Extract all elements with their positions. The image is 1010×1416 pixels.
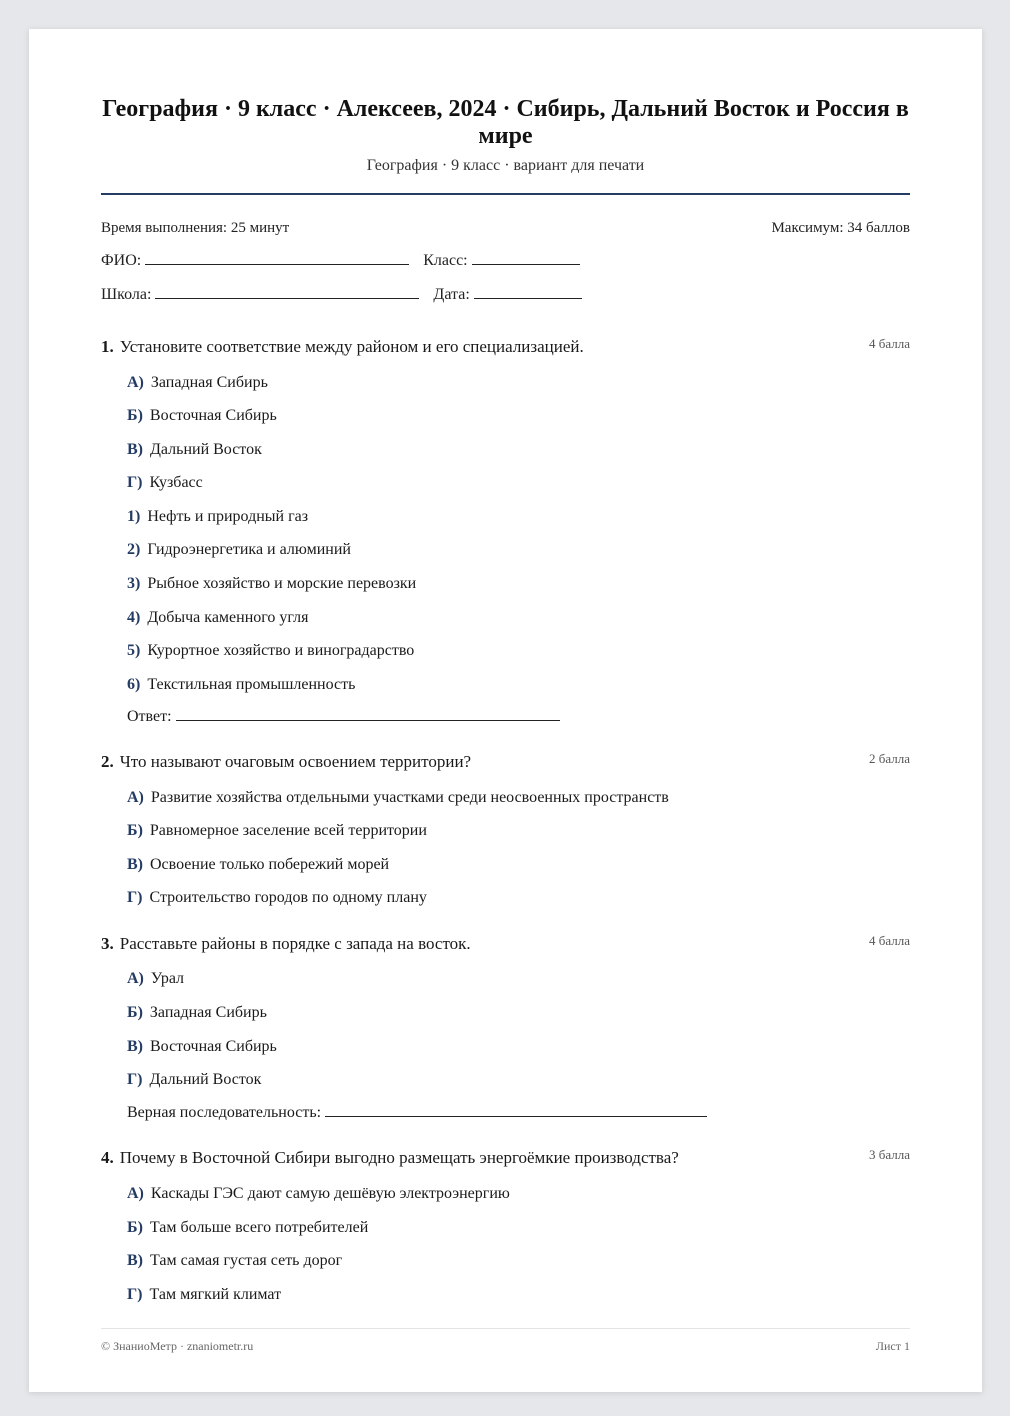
option-text: Там самая густая сеть дорог <box>150 1252 343 1269</box>
option-text: Западная Сибирь <box>149 1004 267 1021</box>
question-number: 2. <box>101 752 114 771</box>
question-text: Что называют очаговым освоением территории? <box>119 752 472 771</box>
option-text: Рыбное хозяйство и морские перевозки <box>147 575 417 592</box>
option-b[interactable] <box>127 406 277 426</box>
question-header <box>101 1147 910 1169</box>
option-key: Б) <box>127 1219 143 1236</box>
option-b[interactable] <box>127 1218 368 1238</box>
option-text: Развитие хозяйства отдельными участками среди неосвоенных пространств <box>150 789 669 806</box>
fio-label: ФИО: <box>101 252 142 269</box>
school-date-row <box>101 286 582 304</box>
meta-row <box>101 220 910 237</box>
question-points: 4 балла <box>869 933 910 948</box>
option-a[interactable] <box>127 1184 510 1204</box>
option-key: В) <box>127 441 143 458</box>
option-text: Гидроэнергетика и алюминий <box>147 541 351 558</box>
time-limit: Время выполнения: 25 минут <box>101 220 290 236</box>
option-key: Г) <box>127 1071 143 1088</box>
option-key: В) <box>127 1252 143 1269</box>
sheet-number: Лист 1 <box>875 1339 910 1353</box>
option-text: Курортное хозяйство и виноградарство <box>147 642 415 659</box>
option-key: 3) <box>127 575 141 592</box>
option-text: Западная Сибирь <box>150 374 268 391</box>
option-key: Б) <box>127 822 143 839</box>
option-text: Восточная Сибирь <box>149 407 277 424</box>
option-key: А) <box>127 970 144 987</box>
option-b[interactable] <box>127 1003 267 1023</box>
footer-copyright: © ЗнаниоМетр · znaniometr.ru <box>101 1339 254 1353</box>
question-header <box>101 336 910 358</box>
option-key: В) <box>127 856 143 873</box>
school-field[interactable] <box>155 286 419 299</box>
option-6[interactable] <box>127 675 355 695</box>
question-number: 4. <box>101 1148 114 1167</box>
question-3 <box>101 933 910 1121</box>
option-text: Там больше всего потребителей <box>149 1219 369 1236</box>
option-text: Нефть и природный газ <box>147 508 309 525</box>
question-header <box>101 751 910 773</box>
option-key: А) <box>127 374 144 391</box>
page-subtitle: География · 9 класс · вариант для печати <box>366 157 645 174</box>
question-text: Почему в Восточной Сибири выгодно размещать энергоёмкие производства? <box>119 1148 679 1167</box>
option-key: В) <box>127 1038 143 1055</box>
option-text: Дальний Восток <box>150 441 262 458</box>
option-v[interactable] <box>127 1037 277 1057</box>
option-text: Освоение только побережий морей <box>150 856 390 873</box>
option-key: Б) <box>127 1004 143 1021</box>
option-key: Г) <box>127 1286 143 1303</box>
question-number: 1. <box>101 337 114 356</box>
answer-field[interactable] <box>325 1104 707 1117</box>
question-number: 3. <box>101 934 114 953</box>
option-key: Г) <box>127 889 143 906</box>
option-key: Б) <box>127 407 143 424</box>
option-key: 6) <box>127 676 141 693</box>
page-footer <box>101 1339 910 1354</box>
answer-field[interactable] <box>176 708 560 721</box>
answer-row <box>127 708 560 726</box>
option-a[interactable] <box>127 788 669 808</box>
option-key: Г) <box>127 474 143 491</box>
question-points: 2 балла <box>869 751 910 766</box>
option-text: Строительство городов по одному плану <box>149 889 427 906</box>
question-points: 3 балла <box>869 1147 910 1162</box>
option-a[interactable] <box>127 969 184 989</box>
option-v[interactable] <box>127 440 262 460</box>
option-v[interactable] <box>127 1251 342 1271</box>
question-4 <box>101 1147 910 1303</box>
option-text: Кузбасс <box>149 474 203 491</box>
date-field[interactable] <box>474 286 582 299</box>
answer-label: Верная последовательность: <box>127 1104 322 1121</box>
answer-label: Ответ: <box>127 708 172 725</box>
option-key: 2) <box>127 541 141 558</box>
option-g[interactable] <box>127 1070 261 1090</box>
fio-field[interactable] <box>145 252 409 265</box>
question-points: 4 балла <box>869 336 910 351</box>
option-text: Равномерное заселение всей территории <box>149 822 427 839</box>
question-2 <box>101 751 910 906</box>
worksheet-page <box>29 29 982 1392</box>
option-g[interactable] <box>127 1285 281 1305</box>
question-text: Установите соответствие между районом и его специализацией. <box>119 337 584 356</box>
option-text: Восточная Сибирь <box>150 1038 277 1055</box>
option-v[interactable] <box>127 855 389 875</box>
max-score: Максимум: 34 баллов <box>771 220 910 236</box>
option-text: Каскады ГЭС дают самую дешёвую электроэнергию <box>150 1185 510 1202</box>
option-text: Дальний Восток <box>149 1071 262 1088</box>
option-key: 1) <box>127 508 141 525</box>
question-text: Расставьте районы в порядке с запада на восток. <box>119 934 471 953</box>
option-3[interactable] <box>127 574 416 594</box>
option-text: Добыча каменного угля <box>147 609 309 626</box>
option-g[interactable] <box>127 473 203 493</box>
option-text: Текстильная промышленность <box>147 676 356 693</box>
option-a[interactable] <box>127 373 268 393</box>
option-key: 5) <box>127 642 141 659</box>
option-key: А) <box>127 1185 144 1202</box>
question-1 <box>101 336 910 725</box>
option-4[interactable] <box>127 608 309 628</box>
option-b[interactable] <box>127 821 427 841</box>
option-5[interactable] <box>127 641 414 661</box>
option-text: Там мягкий климат <box>149 1286 282 1303</box>
option-1[interactable] <box>127 507 308 527</box>
fio-class-row <box>101 252 580 270</box>
page-title: География · 9 класс · Алексеев, 2024 · Сибирь, Дальний Восток и Россия в мире <box>102 96 909 149</box>
sequence-answer-row <box>127 1104 707 1122</box>
class-field[interactable] <box>472 252 580 265</box>
option-g[interactable] <box>127 888 427 908</box>
school-label: Школа: <box>101 286 152 303</box>
class-label: Класс: <box>423 252 468 269</box>
question-header <box>101 933 910 955</box>
option-2[interactable] <box>127 540 351 560</box>
option-text: Урал <box>150 970 185 987</box>
option-key: 4) <box>127 609 141 626</box>
header-divider <box>101 193 910 195</box>
footer-divider <box>101 1328 910 1329</box>
date-label: Дата: <box>433 286 470 303</box>
option-key: А) <box>127 789 144 806</box>
